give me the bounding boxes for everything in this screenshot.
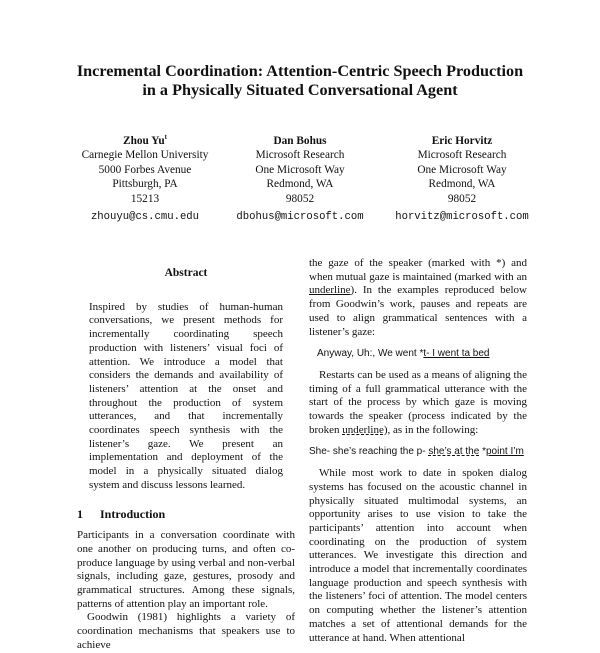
author-city: Redmond, WA	[428, 178, 496, 191]
right-paragraph-3: While most work to date in spoken dialog systems has focused on the acoustic channel in physically situated multimodal systems, an opportunity arises to use vision to take the participants’ attention into account when coordinating on the production of system utterances. We investigate this direction and introduce a model that incrementally coordinates language production and speech synthesis with the listeners’ foci of attention. The model centers on computing whether the listener’s attention matches a set of attentional demands for the utterance at hand. When attentional	[309, 467, 527, 644]
author-city: Redmond, WA	[266, 178, 334, 191]
author-zip: 15213	[130, 192, 160, 205]
right-column	[309, 257, 527, 645]
paper-title	[0, 62, 600, 100]
section-title: Introduction	[100, 506, 166, 521]
author-email: zhouyu@cs.cmu.edu	[90, 211, 200, 224]
gaze-moving-span: she’s at the	[428, 446, 480, 458]
author-affiliation: Carnegie Mellon University	[81, 149, 209, 162]
example-utterance-1: Anyway, Uh:, We went *t- I went ta bed	[317, 348, 490, 360]
underline-term: underline	[309, 284, 351, 297]
author-city: Pittsburgh, PA	[112, 178, 178, 191]
intro-paragraph-1: Participants in a conversation coordinate with one another on producing turns, and often co-produce language by using verbal and non-verbal signals, including gaze, gestures, prosody and grammatical structures. Among these signals, patterns of attention play an important role.	[77, 529, 295, 610]
author-affiliation: Microsoft Research	[417, 149, 507, 162]
mutual-gaze-span: t- I went ta bed	[423, 348, 490, 360]
author-zip: 98052	[447, 192, 477, 205]
abstract-heading: Abstract	[164, 267, 208, 279]
author-footnote-mark: t	[164, 133, 167, 142]
author-email: horvitz@microsoft.com	[395, 211, 529, 224]
author-street: 5000 Forbes Avenue	[98, 163, 192, 176]
section-number: 1	[77, 506, 83, 521]
author-name: Zhou Yu$^t$	[123, 133, 167, 147]
mutual-gaze-span: point I’m	[485, 446, 524, 458]
author-block-3	[367, 134, 557, 224]
author-name: Dan Bohus	[273, 135, 327, 147]
right-paragraph-1: the gaze of the speaker (marked with *) and when mutual gaze is maintained (marked with an underline). In the examples reproduced below from Goodwin’s work, pauses and repeats are used to align grammatical sentences with a listener’s gaze:	[309, 257, 527, 338]
title-line-1: Incremental Coordination: Attention-Centric Speech Production	[76, 62, 524, 80]
example-utterance-2: She- she’s reaching the p- she’s at the *point I’m	[309, 446, 524, 458]
title-line-2: in a Physically Situated Conversational Agent	[142, 81, 458, 99]
author-affiliation: Microsoft Research	[255, 149, 345, 162]
author-street: One Microsoft Way	[417, 163, 507, 176]
author-email: dbohus@microsoft.com	[236, 211, 364, 224]
author-name: Eric Horvitz	[431, 135, 493, 147]
section-heading-introduction	[77, 508, 295, 522]
broken-underline-term: underline	[342, 423, 384, 436]
intro-paragraph-2: Goodwin (1981) highlights a variety of coordination mechanisms that speakers use to achieve	[77, 611, 295, 651]
abstract-text: Inspired by studies of human-human conversations, we present methods for incrementally coordinating speech production with listeners’ visual foci of attention. We introduce a model that considers the demands and availability of listeners’ attention at the onset and throughout the production of system utterances, and that incrementally coordinates speech synthesis with the listener’s gaze. We present an implementation and deployment of the model in a physically situated dialog system and discuss lessons learned.	[89, 300, 283, 491]
author-zip: 98052	[285, 192, 315, 205]
right-paragraph-2: Restarts can be used as a means of aligning the timing of a full grammatical utterance with the start of the process by which gaze is moving towards the speaker (process indicated by the broken underline), as in the following:	[309, 368, 527, 436]
left-column	[77, 267, 295, 653]
author-street: One Microsoft Way	[255, 163, 345, 176]
